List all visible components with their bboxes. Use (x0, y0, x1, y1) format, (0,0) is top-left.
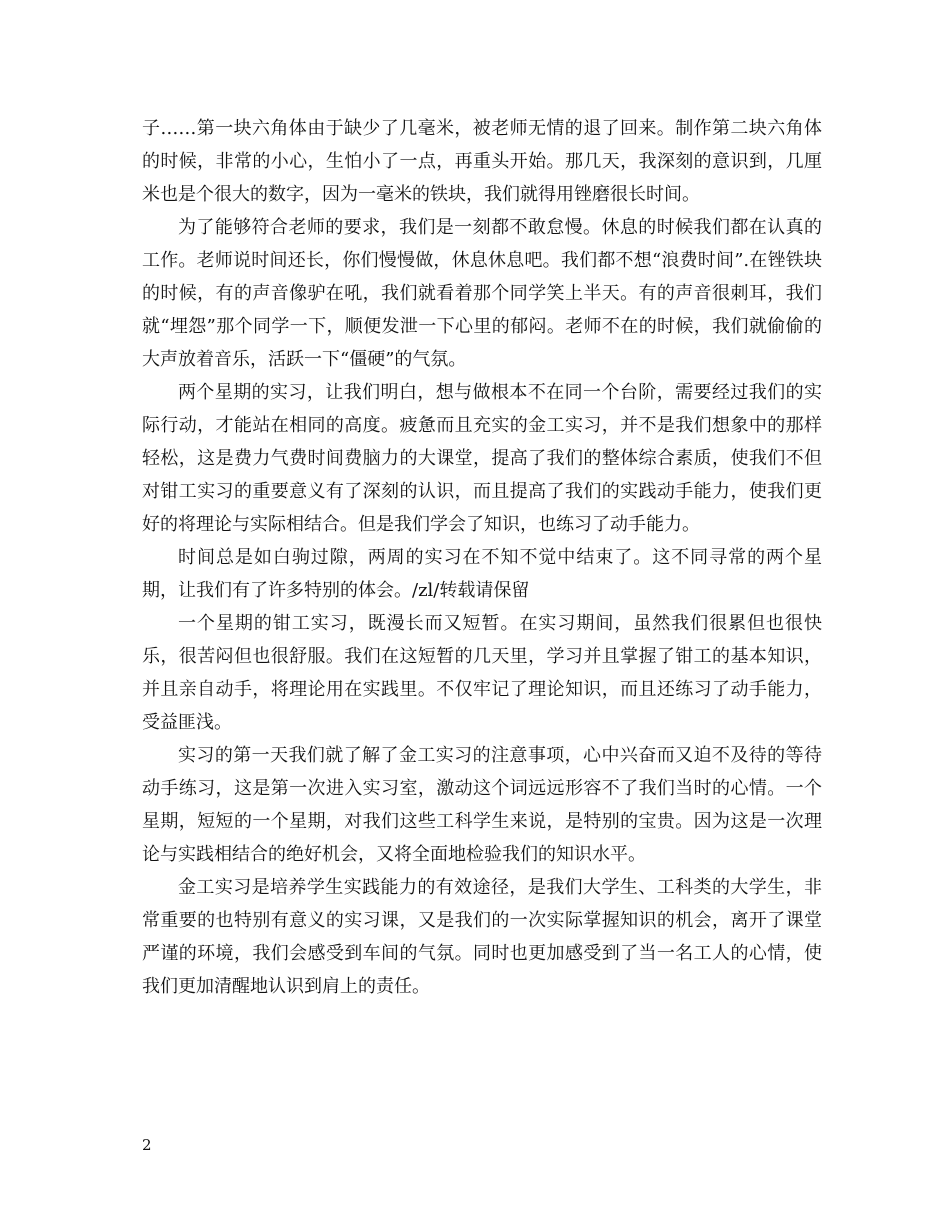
page-number: 2 (142, 1136, 152, 1154)
paragraph-6: 实习的第一天我们就了解了金工实习的注意事项，心中兴奋而又迫不及待的等待动手练习，这是第一次进入实习室，激动这个词远远形容不了我们当时的心情。一个星期，短短的一个星期，对我们这些工科学生来说，是特别的宝贵。因为这是一次理论与实践相结合的绝好机会，又将全面地检验我们的知识水平。 (142, 745, 822, 865)
paragraph-3: 两个星期的实习，让我们明白，想与做根本不在同一个台阶，需要经过我们的实际行动，才能站在相同的高度。疲惫而且充实的金工实习，并不是我们想象中的那样轻松，这是费力气费时间费脑力的大课堂，提高了我们的整体综合素质，使我们不但对钳工实习的重要意义有了深刻的认识，而且提高了我们的实践动手能力，使我们更好的将理论与实际相结合。但是我们学会了知识，也练习了动手能力。 (142, 382, 822, 535)
paragraph-7: 金工实习是培养学生实践能力的有效途径，是我们大学生、工科类的大学生，非常重要的也特别有意义的实习课，又是我们的一次实际掌握知识的机会，离开了课堂严谨的环境，我们会感受到车间的气氛。同时也更加感受到了当一名工人的心情，使我们更加清醒地认识到肩上的责任。 (142, 877, 822, 997)
body-text (142, 112, 822, 1003)
paragraph-5: 一个星期的钳工实习，既漫长而又短暂。在实习期间，虽然我们很累但也很快乐，很苦闷但也很舒服。我们在这短暂的几天里，学习并且掌握了钳工的基本知识，并且亲自动手，将理论用在实践里。不仅牢记了理论知识，而且还练习了动手能力，受益匪浅。 (142, 613, 822, 733)
paragraph-1: 子……第一块六角体由于缺少了几毫米，被老师无情的退了回来。制作第二块六角体的时候，非常的小心，生怕小了一点，再重头开始。那几天，我深刻的意识到，几厘米也是个很大的数字，因为一毫米的铁块，我们就得用锉磨很长时间。 (142, 118, 822, 205)
paragraph-2: 为了能够符合老师的要求，我们是一刻都不敢怠慢。休息的时候我们都在认真的工作。老师说时间还长，你们慢慢做，休息休息吧。我们都不想“浪费时间”.在锉铁块的时候，有的声音像驴在吼，我们就看着那个同学笑上半天。有的声音很刺耳，我们就“埋怨”那个同学一下，顺便发泄一下心里的郁闷。老师不在的时候，我们就偷偷的大声放着音乐，活跃一下“僵硬”的气氛。 (142, 217, 822, 370)
paragraph-4: 时间总是如白驹过隙，两周的实习在不知不觉中结束了。这不同寻常的两个星期，让我们有了许多特别的体会。/zl/转载请保留 (142, 547, 822, 601)
